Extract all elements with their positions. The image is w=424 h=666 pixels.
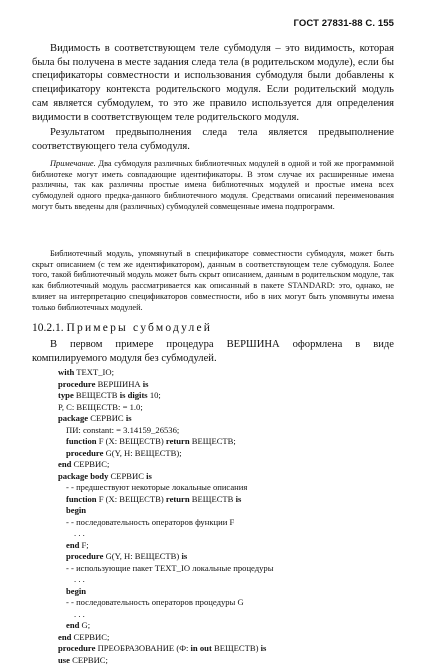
paragraph-visibility bbox=[32, 42, 394, 124]
paragraph-text: В первом примере процедура ВЕРШИНА оформлена в виде компилируемого модуля без субмодулей. bbox=[32, 338, 394, 365]
code-line: with TEXT_IO; bbox=[58, 367, 274, 379]
code-line: procedure G(Y, H: ВЕЩЕСТВ) is bbox=[58, 551, 274, 563]
code-line: ПИ: constant: = 3.14159_26536; bbox=[58, 425, 274, 437]
section-heading bbox=[32, 322, 212, 334]
code-line: procedure ВЕРШИНА is bbox=[58, 379, 274, 391]
paragraph-elaboration bbox=[32, 126, 394, 153]
code-line: procedure ПРЕОБРАЗОВАНИЕ (Ф: in out ВЕЩЕСТВ) is bbox=[58, 643, 274, 655]
paragraph-text: Видимость в соответствующем теле субмодуля – это видимость, которая была бы получена в месте задания следа тела (в родительском модуле), если бы спецификаторы совместности и использования субмодуля были добавлены к спецификатору контекста родительского модуля. Если родительский модуль сам является субмодулем, то это же правило используется для определения видимости в соответствующем теле родительского модуля. bbox=[32, 42, 394, 124]
code-line: end СЕРВИС; bbox=[58, 459, 274, 471]
note-text: Два субмодуля различных библиотечных модулей в одной и той же программной библиотеке могут иметь совпадающие идентификаторы. В этом случае их расширенные имена различны, так как различны простые имена библиотечных модулей и простые имена всех субмодулей одного предка-данного библиотечного модуля. Средствами описаний переименования могут быть введены для (различных) субмодулей совмещенные имена подпрограмм. bbox=[32, 159, 394, 211]
code-line: . . . bbox=[58, 574, 274, 586]
code-line: - - предшествуют некоторые локальные описания bbox=[58, 482, 274, 494]
section-title: Примеры субмодулей bbox=[67, 322, 213, 334]
note-paragraph-2: Библиотечный модуль, упомянутый в спецификаторе совместности субмодуля, может быть скрыт описанием (с тем же идентификатором), данным в соответствующем теле субмодуля. Более того, такой библиотечный модуль может быть скрыт описанием, данным в родительском модуле, так как библиотечный модуль рассматривается как описанный в пакете STANDARD: это, однако, не влияет на интерпретацию спецификаторов совместности, ибо в них могут быть упомянуты имена только библиотечных модулей. bbox=[32, 249, 394, 313]
code-line: - - использующие пакет TEXT_IO локальные процедуры bbox=[58, 563, 274, 575]
code-line: package СЕРВИС is bbox=[58, 413, 274, 425]
code-line: - - последовательность операторов процедуры G bbox=[58, 597, 274, 609]
note-block bbox=[32, 159, 394, 213]
code-line: . . . bbox=[58, 609, 274, 621]
code-line: procedure G(Y, H: ВЕЩЕСТВ); bbox=[58, 448, 274, 460]
code-line: end G; bbox=[58, 620, 274, 632]
code-line: begin bbox=[58, 505, 274, 517]
code-line: function F (X: ВЕЩЕСТВ) return ВЕЩЕСТВ; bbox=[58, 436, 274, 448]
paragraph-example-intro bbox=[32, 338, 394, 365]
code-line: - - последовательность операторов функции F bbox=[58, 517, 274, 529]
code-line: package body СЕРВИС is bbox=[58, 471, 274, 483]
page-header: ГОСТ 27831-88 С. 155 bbox=[294, 18, 395, 29]
code-line: P, C: ВЕЩЕСТВ: = 1.0; bbox=[58, 402, 274, 414]
code-line: . . . bbox=[58, 528, 274, 540]
code-line: end СЕРВИС; bbox=[58, 632, 274, 644]
note-label: Примечание. bbox=[50, 159, 96, 168]
code-line: use СЕРВИС; bbox=[58, 655, 274, 666]
section-number: 10.2.1. bbox=[32, 322, 64, 334]
code-line: begin bbox=[58, 586, 274, 598]
note-paragraph bbox=[32, 159, 394, 213]
code-line: end F; bbox=[58, 540, 274, 552]
code-line: function F (X: ВЕЩЕСТВ) return ВЕЩЕСТВ is bbox=[58, 494, 274, 506]
code-listing bbox=[58, 367, 274, 666]
note-block-2 bbox=[32, 249, 394, 313]
paragraph-text: Результатом предвыполнения следа тела является предвыполнение соответствующего тела субмодуля. bbox=[32, 126, 394, 153]
code-line: type ВЕЩЕСТВ is digits 10; bbox=[58, 390, 274, 402]
